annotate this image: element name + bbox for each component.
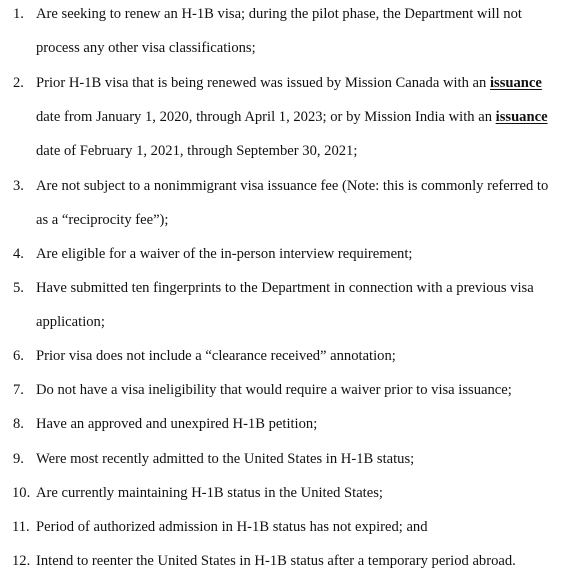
list-item-text: Are eligible for a waiver of the in-person interview requirement; (36, 246, 413, 262)
list-item-number: 3. (13, 178, 24, 194)
list-item-text (36, 75, 542, 92)
list-item-text: Are seeking to renew an H-1B visa; during the pilot phase, the Department will not (36, 6, 522, 22)
list-item-number: 9. (13, 451, 24, 467)
list-item-text: date of February 1, 2021, through September 30, 2021; (36, 143, 358, 159)
list-item-text: Have submitted ten fingerprints to the Department in connection with a previous visa (36, 280, 534, 296)
list-item-text: Do not have a visa ineligibility that would require a waiver prior to visa issuance; (36, 382, 512, 398)
list-item-number: 10. (12, 485, 31, 501)
list-item-number: 1. (13, 6, 24, 22)
list-item-number: 2. (13, 75, 24, 91)
list-item-text: Prior visa does not include a “clearance received” annotation; (36, 348, 396, 364)
list-item-number: 5. (13, 280, 24, 296)
list-item-text: Period of authorized admission in H-1B status has not expired; and (36, 519, 428, 535)
list-item-number: 12. (12, 553, 31, 569)
list-item-text: Were most recently admitted to the United States in H-1B status; (36, 451, 415, 467)
list-item-text (36, 109, 548, 126)
list-item-number: 7. (13, 382, 24, 398)
list-item-text: process any other visa classifications; (36, 40, 256, 56)
emphasized-term: issuance (489, 75, 542, 91)
list-item-text: application; (36, 314, 105, 330)
emphasized-term: issuance (495, 109, 548, 125)
list-item-text: as a “reciprocity fee”); (36, 212, 169, 228)
list-item-text: Are not subject to a nonimmigrant visa issuance fee (Note: this is commonly referred to (36, 178, 549, 194)
list-item-number: 4. (13, 246, 24, 262)
text-segment: date from January 1, 2020, through April 1, 2023; or by Mission India with an (36, 109, 496, 125)
text-segment: Prior H-1B visa that is being renewed was issued by Mission Canada with an (36, 75, 490, 91)
list-item-text: Intend to reenter the United States in H-1B status after a temporary period abroad. (36, 553, 516, 569)
list-item-number: 6. (13, 348, 24, 364)
list-item-text: Have an approved and unexpired H-1B petition; (36, 416, 318, 432)
list-item-number: 11. (12, 519, 30, 535)
list-item-number: 8. (13, 416, 24, 432)
list-item-text: Are currently maintaining H-1B status in the United States; (36, 485, 383, 501)
